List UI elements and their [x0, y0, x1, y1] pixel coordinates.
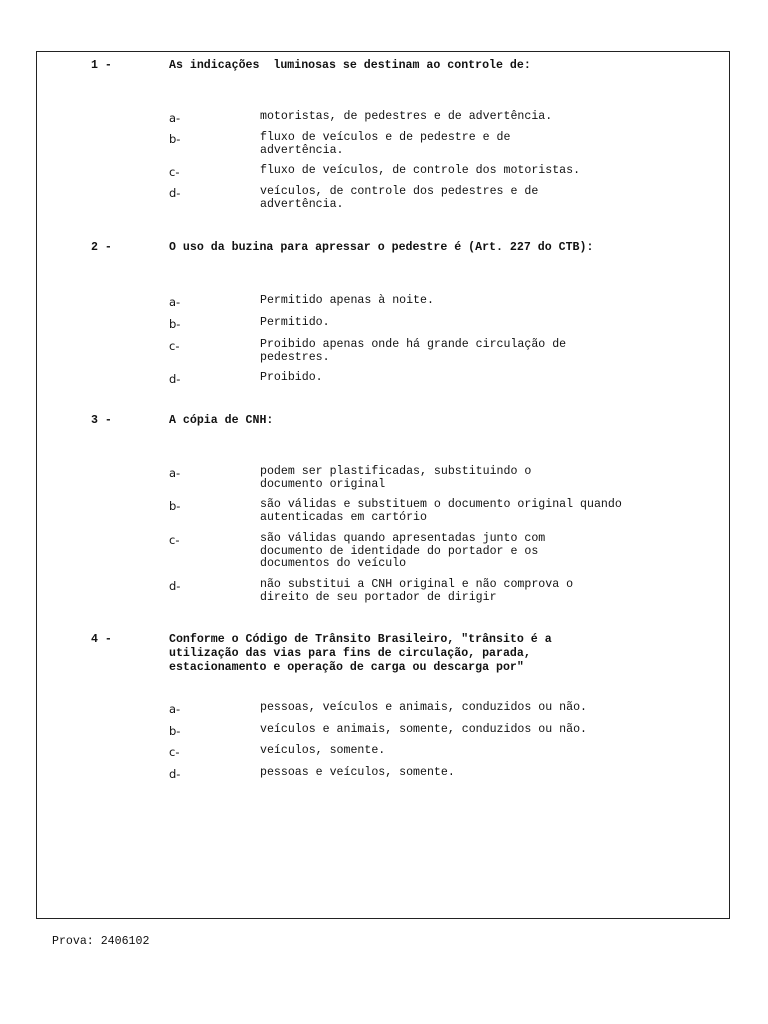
option-label: b- — [169, 317, 181, 331]
question-number: 4 - — [91, 633, 112, 646]
option-label: b- — [169, 499, 181, 513]
option-label: a- — [169, 295, 181, 309]
option-text: motoristas, de pedestres e de advertência. — [260, 110, 553, 123]
option-label: a- — [169, 702, 181, 716]
option-text: pessoas, veículos e animais, conduzidos ou não. — [260, 701, 587, 714]
question-number: 3 - — [91, 414, 112, 427]
option-label: c- — [169, 533, 180, 547]
option-text: não substitui a CNH original e não comprova o direito de seu portador de dirigir — [260, 578, 574, 604]
option-text: Permitido. — [260, 316, 330, 329]
option-text: Proibido apenas onde há grande circulação de pedestres. — [260, 338, 567, 364]
option-label: a- — [169, 111, 181, 125]
question-text: A cópia de CNH: — [169, 414, 274, 427]
question-text: O uso da buzina para apressar o pedestre é (Art. 227 do CTB): — [169, 241, 594, 254]
option-text: pessoas e veículos, somente. — [260, 766, 455, 779]
option-text: são válidas e substituem o documento original quando autenticadas em cartório — [260, 498, 622, 524]
question-text: Conforme o Código de Trânsito Brasileiro, "trânsito é a utilização das vias para fins de circulação, parada, estacionamento e operação de carga ou descarga por" — [169, 633, 552, 674]
option-label: a- — [169, 466, 181, 480]
option-label: c- — [169, 339, 180, 353]
option-label: d- — [169, 186, 181, 200]
exam-id-footer: Prova: 2406102 — [52, 935, 150, 948]
option-text: veículos, somente. — [260, 744, 386, 757]
option-label: d- — [169, 579, 181, 593]
option-label: d- — [169, 372, 181, 386]
question-number: 1 - — [91, 59, 112, 72]
option-label: b- — [169, 132, 181, 146]
option-text: fluxo de veículos e de pedestre e de advertência. — [260, 131, 511, 157]
exam-frame — [36, 51, 730, 919]
option-label: b- — [169, 724, 181, 738]
option-text: Proibido. — [260, 371, 323, 384]
question-number: 2 - — [91, 241, 112, 254]
option-text: são válidas quando apresentadas junto com documento de identidade do portador e os documentos do veículo — [260, 532, 546, 570]
option-text: veículos e animais, somente, conduzidos ou não. — [260, 723, 587, 736]
option-text: podem ser plastificadas, substituindo o documento original — [260, 465, 532, 491]
option-text: veículos, de controle dos pedestres e de advertência. — [260, 185, 539, 211]
option-label: c- — [169, 745, 180, 759]
option-label: d- — [169, 767, 181, 781]
question-text: As indicações luminosas se destinam ao controle de: — [169, 59, 531, 72]
option-text: Permitido apenas à noite. — [260, 294, 434, 307]
option-text: fluxo de veículos, de controle dos motoristas. — [260, 164, 581, 177]
option-label: c- — [169, 165, 180, 179]
